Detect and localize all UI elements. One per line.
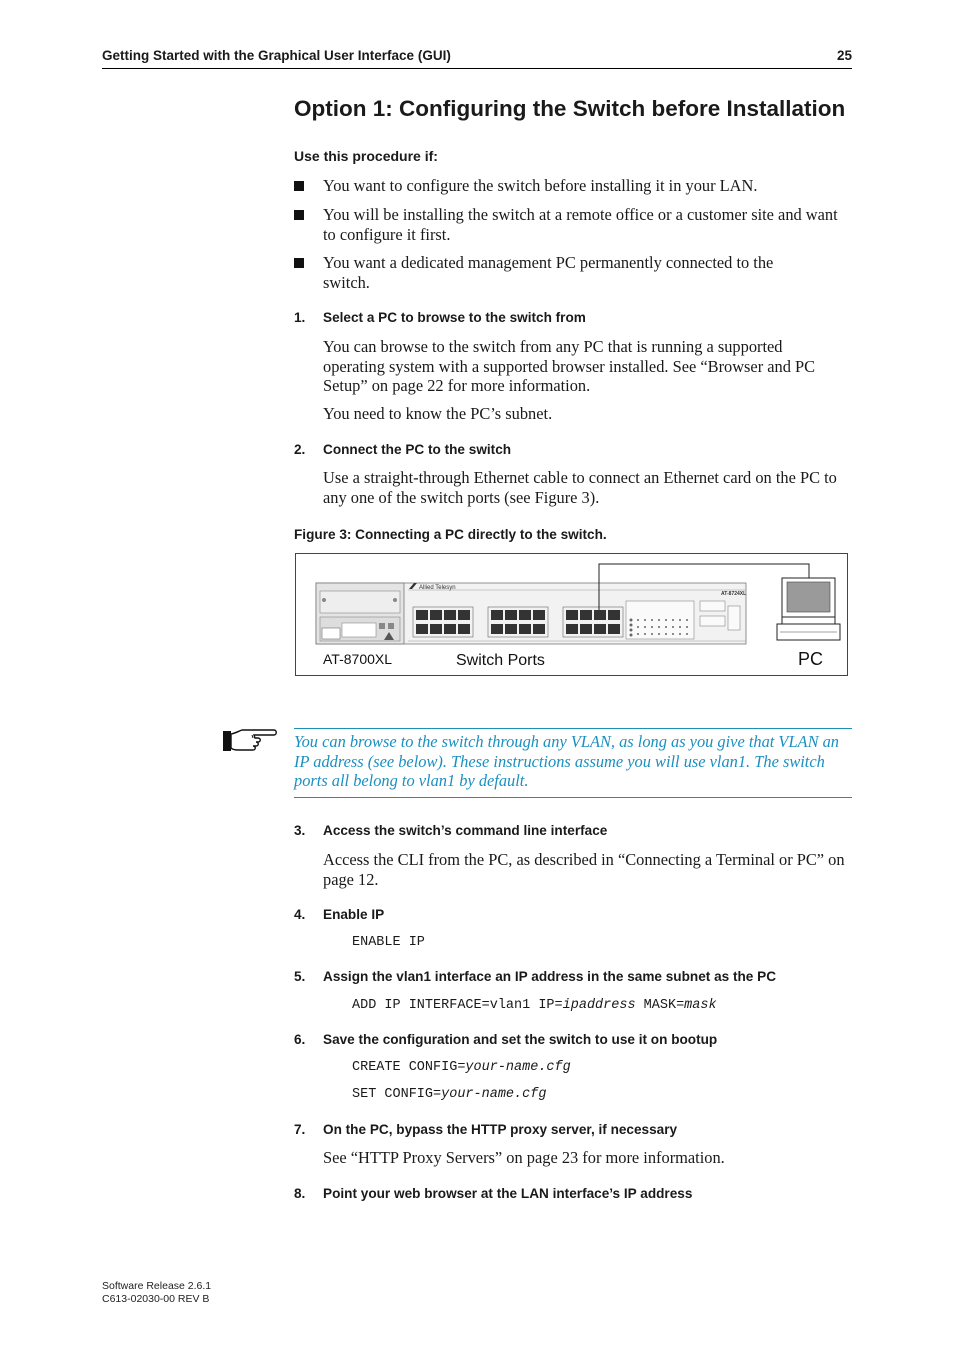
step-number: 4.	[294, 907, 306, 922]
intro-label: Use this procedure if:	[294, 148, 438, 164]
pc-icon	[777, 578, 840, 640]
step-number: 2.	[294, 442, 306, 457]
step-heading: Access the switch’s command line interface	[323, 823, 608, 838]
figure-3	[295, 553, 848, 676]
step-heading: On the PC, bypass the HTTP proxy server, if necessary	[323, 1122, 678, 1137]
running-header-title: Getting Started with the Graphical User Interface (GUI)	[102, 48, 451, 63]
step-number: 7.	[294, 1122, 306, 1137]
bullet-item: You want to configure the switch before installing it in your LAN.	[323, 176, 758, 195]
step-number: 8.	[294, 1186, 306, 1201]
header-rule	[102, 68, 852, 69]
code-line: SET CONFIG=your-name.cfg	[352, 1087, 547, 1102]
label-switch: AT-8700XL	[323, 651, 393, 667]
note-text: You can browse to the switch through any VLAN, as long as you give that VLAN an IP address (see below). These instructions assume you will use vlan1. The switch ports all belong to vlan1 by default.	[294, 732, 839, 790]
step-number: 5.	[294, 969, 306, 984]
step-paragraph: You can browse to the switch from any PC that is running a supported operating system with a supported browser installed. See “Browser and PC Setup” on page 22 for more information.	[323, 337, 816, 395]
note-rule-top	[294, 728, 852, 729]
code-line: CREATE CONFIG=your-name.cfg	[352, 1060, 571, 1075]
step-heading: Assign the vlan1 interface an IP address in the same subnet as the PC	[323, 969, 777, 984]
step-paragraph: You need to know the PC’s subnet.	[323, 404, 553, 423]
code-line: ADD IP INTERFACE=vlan1 IP=ipaddress MASK=mask	[352, 998, 717, 1013]
step-heading: Enable IP	[323, 907, 385, 922]
step-number: 3.	[294, 823, 306, 838]
figure-caption: Figure 3: Connecting a PC directly to the switch.	[294, 527, 607, 542]
step-heading: Connect the PC to the switch	[323, 442, 512, 457]
footer-doc-number: C613-02030-00 REV B	[102, 1292, 210, 1305]
step-number: 6.	[294, 1032, 306, 1047]
label-pc: PC	[798, 649, 824, 669]
step-heading: Point your web browser at the LAN interface’s IP address	[323, 1186, 693, 1201]
footer-release: Software Release 2.6.1	[102, 1280, 212, 1292]
step-paragraph: Use a straight-through Ethernet cable to connect an Ethernet card on the PC to any one of the switch ports (see Figure 3).	[323, 468, 837, 507]
pointing-hand-icon	[222, 728, 278, 754]
switch-model-label: AT-8724XL	[721, 591, 747, 597]
switch-chassis	[316, 583, 746, 644]
step-heading: Save the configuration and set the switch to use it on bootup	[323, 1032, 718, 1047]
step-paragraph: Access the CLI from the PC, as described in “Connecting a Terminal or PC” on page 12.	[323, 850, 845, 889]
bullet-marker	[294, 181, 304, 191]
code-line: ENABLE IP	[352, 935, 425, 950]
page-number: 25	[836, 48, 852, 63]
step-number: 1.	[294, 310, 306, 325]
step-paragraph: See “HTTP Proxy Servers” on page 23 for more information.	[323, 1148, 725, 1167]
bullet-item: You will be installing the switch at a remote office or a customer site and want to configure it first.	[323, 205, 838, 244]
section-title: Option 1: Configuring the Switch before Installation	[294, 96, 846, 121]
bullet-marker	[294, 210, 304, 220]
bullet-marker	[294, 258, 304, 268]
bullet-item: You want a dedicated management PC permanently connected to the switch.	[323, 253, 774, 292]
brand-name: Allied Telesyn	[419, 585, 456, 591]
footer	[102, 1280, 211, 1305]
note-rule-bottom	[294, 797, 852, 798]
connection-diagram	[296, 554, 849, 677]
label-switch-ports: Switch Ports	[456, 652, 545, 669]
step-heading: Select a PC to browse to the switch from	[323, 310, 586, 325]
